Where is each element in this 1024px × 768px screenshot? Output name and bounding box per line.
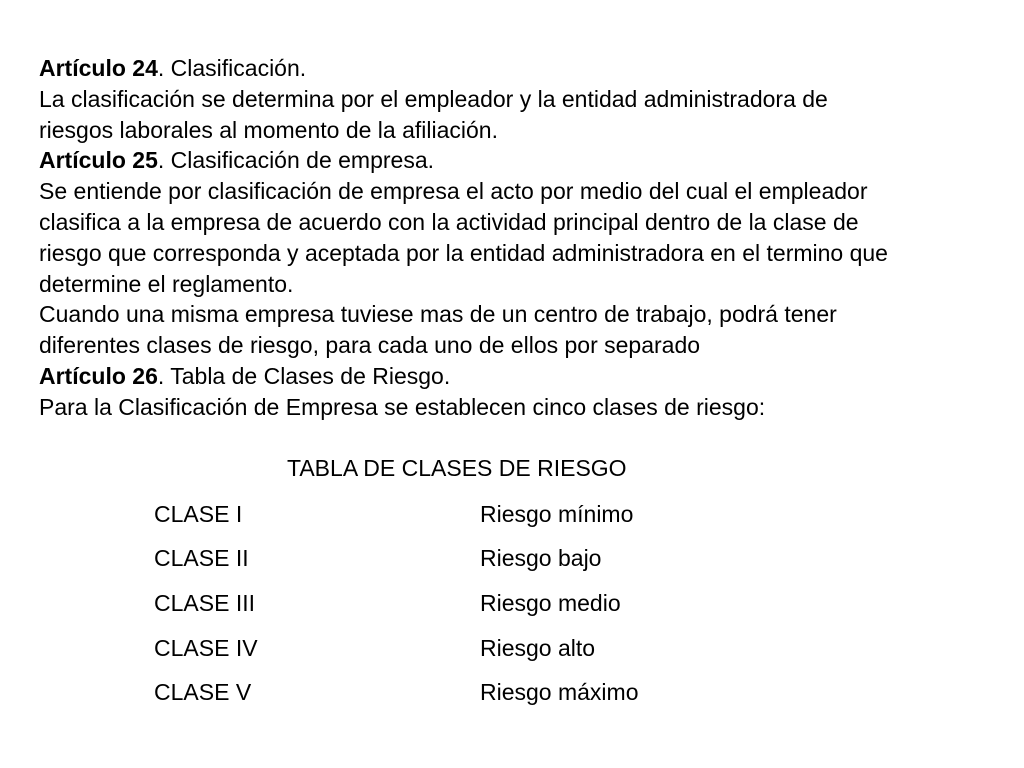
risk-table-row [0, 499, 1024, 529]
article-25-p2-line-2: diferentes clases de riesgo, para cada uno de ellos por separado [39, 332, 701, 359]
article-25-p1-line-1: Se entiende por clasificación de empresa el acto por medio del cual el empleador [39, 178, 868, 205]
risk-class-cell: CLASE V [154, 679, 252, 705]
article-26-title: . Tabla de Clases de Riesgo. [157, 362, 451, 389]
article-25-number: Artículo 25 [39, 147, 158, 174]
articles-text [39, 53, 999, 423]
risk-table-row [0, 633, 1024, 663]
article-25-p1-line-4: determine el reglamento. [39, 270, 294, 297]
article-25-p1-line-3: riesgo que corresponda y aceptada por la entidad administradora en el termino que [39, 239, 888, 266]
risk-level-cell: Riesgo bajo [480, 545, 602, 571]
article-26-heading [39, 361, 999, 392]
article-25-heading [39, 145, 999, 176]
article-24-heading [39, 53, 999, 84]
risk-table-title: TABLA DE CLASES DE RIESGO [287, 455, 627, 481]
article-25-title: . Clasificación de empresa. [157, 147, 434, 174]
risk-class-cell: CLASE II [154, 545, 249, 571]
risk-class-cell: CLASE III [154, 590, 255, 616]
risk-level-cell: Riesgo medio [480, 590, 621, 616]
risk-table-row [0, 543, 1024, 573]
article-26-number: Artículo 26 [39, 362, 158, 389]
risk-level-cell: Riesgo mínimo [480, 501, 634, 527]
article-25-p2-line-1: Cuando una misma empresa tuviese mas de un centro de trabajo, podrá tener [39, 301, 837, 328]
risk-level-cell: Riesgo alto [480, 635, 596, 661]
article-26-line-1: Para la Clasificación de Empresa se establecen cinco clases de riesgo: [39, 393, 766, 420]
article-25-p1-line-2: clasifica a la empresa de acuerdo con la actividad principal dentro de la clase de [39, 208, 859, 235]
risk-class-cell: CLASE IV [154, 635, 258, 661]
article-24-title: . Clasificación. [157, 55, 307, 81]
article-24-number: Artículo 24 [39, 55, 158, 81]
risk-table-row [0, 588, 1024, 618]
article-24-line-2: riesgos laborales al momento de la afiliación. [39, 116, 498, 143]
risk-table-row [0, 677, 1024, 707]
risk-class-cell: CLASE I [154, 501, 243, 527]
article-24-line-1: La clasificación se determina por el empleador y la entidad administradora de [39, 85, 828, 112]
risk-level-cell: Riesgo máximo [480, 679, 639, 705]
